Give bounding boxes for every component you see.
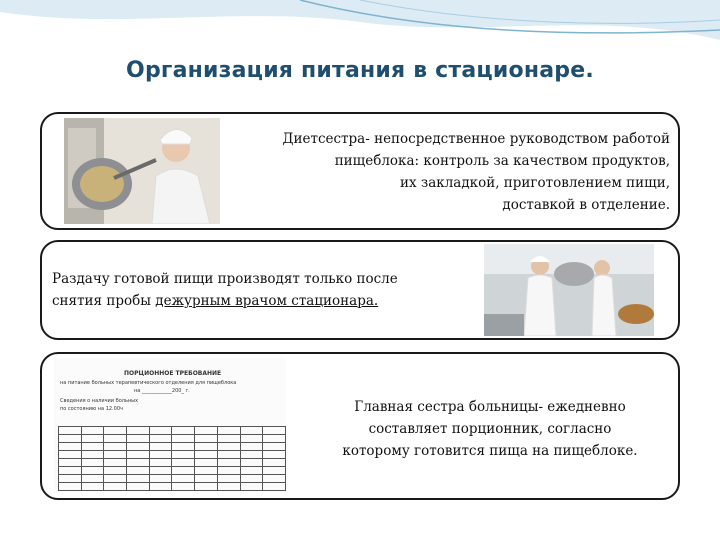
header-wave-decoration [0, 0, 720, 60]
text-line: их закладкой, приготовлением пищи, [399, 175, 670, 191]
text-line: пищеблока: контроль за качеством продуктов, [334, 153, 670, 169]
food-distribution-card [40, 240, 680, 340]
text-line: составляет порционник, согласно [368, 421, 612, 437]
food-distribution-text [52, 268, 472, 312]
dietitian-text [230, 128, 670, 216]
text-line: которому готовится пища на пищеблоке. [342, 443, 638, 459]
duty-doctor-underlined: дежурным врачом стационара. [155, 293, 379, 309]
doc-heading: Сведения о наличии больных [60, 398, 139, 404]
dietitian-card [40, 112, 680, 230]
text-line: Раздачу готовой пищи производят только после [52, 271, 398, 287]
doc-heading: на ____________200_ г. [134, 388, 190, 394]
doc-table [58, 426, 286, 491]
page-title: Организация питания в стационаре. [126, 58, 594, 83]
text-line [52, 290, 472, 312]
table-row [59, 451, 286, 459]
kitchen-staff-photo [484, 244, 654, 336]
table-row [59, 443, 286, 451]
table-row [59, 483, 286, 491]
kitchen-nurse-photo [64, 118, 220, 224]
doc-heading: по состоянию на 12.00ч [60, 406, 123, 412]
table-row [59, 475, 286, 483]
text-line: доставкой в отделение. [502, 197, 670, 213]
portion-card [40, 352, 680, 500]
portion-text [310, 396, 670, 462]
table-row [59, 459, 286, 467]
doc-heading: ПОРЦИОННОЕ ТРЕБОВАНИЕ [124, 370, 222, 377]
text-plain: снятия пробы [52, 293, 156, 309]
table-row [59, 435, 286, 443]
text-line: Главная сестра больницы- ежедневно [354, 399, 626, 415]
table-row [59, 427, 286, 435]
doc-heading: на питание больных терапевтического отделения для пищеблока [60, 380, 237, 386]
portion-requirement-document [54, 358, 286, 492]
table-row [59, 467, 286, 475]
text-line: Диетсестра- непосредственное руководством работой [282, 131, 670, 147]
